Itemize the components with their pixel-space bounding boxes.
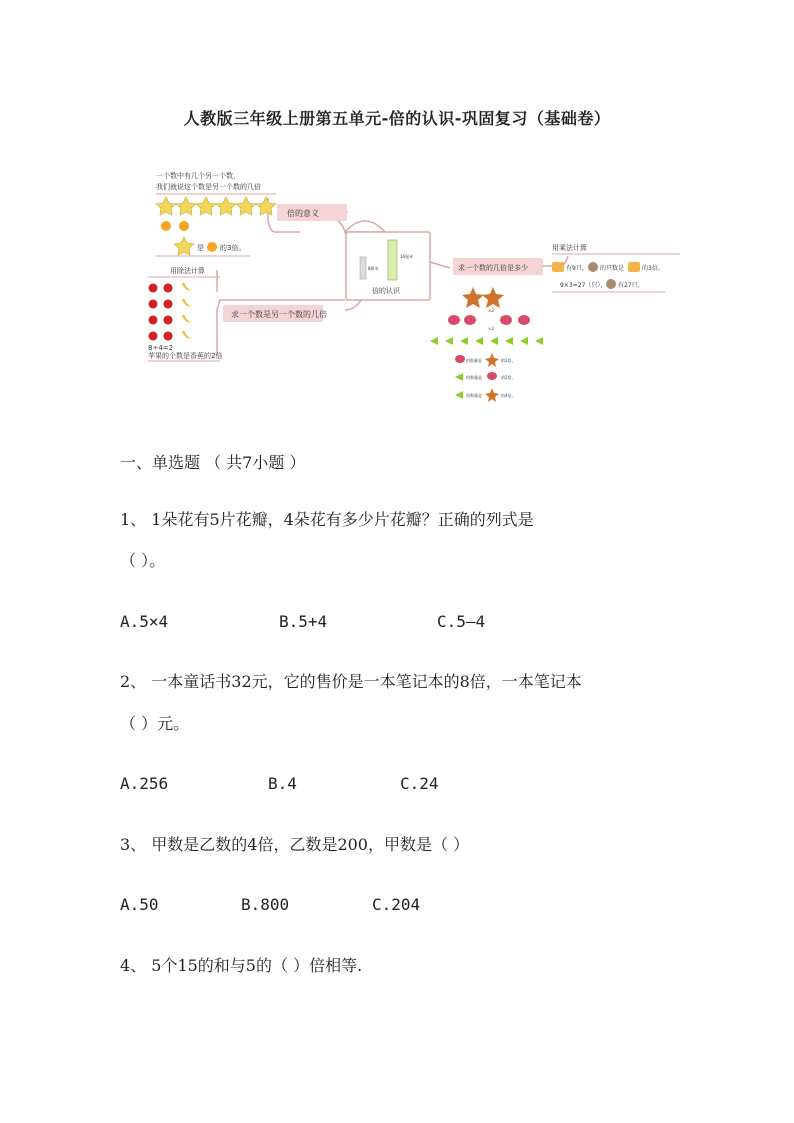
multiply-line-1a: 有9只，	[566, 265, 588, 272]
fish-icons	[430, 337, 543, 345]
sun-icon	[207, 242, 217, 252]
question-2-blank: （ ）元。	[120, 714, 190, 733]
center-label: 倍的认识	[372, 287, 400, 295]
q1-option-c[interactable]: C.5—4	[437, 612, 486, 631]
q1-option-b[interactable]: B.5+4	[279, 612, 328, 631]
q3-option-a[interactable]: A.50	[120, 895, 159, 914]
branch-times-label: 求一个数是另一个数的几倍	[231, 310, 327, 319]
mult-mark: ×2	[488, 326, 494, 331]
small-bar-label: 8厘米	[368, 266, 379, 271]
turtle-icon	[455, 355, 465, 363]
question-3-stem: 3、 甲数是乙数的4倍，乙数是200，甲数是（ ）	[120, 835, 470, 854]
section-heading: 一、单选题 （ 共7小题 ）	[120, 453, 306, 472]
multiply-equation: 9×3=27（只），	[560, 282, 607, 289]
big-bar-label: 16厘米	[400, 254, 414, 259]
multiply-line-1b: 的只数是	[600, 265, 625, 272]
division-equation: 8÷4=2	[148, 344, 174, 352]
q2-option-a[interactable]: A.256	[120, 774, 169, 793]
mind-map	[120, 160, 690, 410]
star-row-icons	[156, 197, 276, 215]
division-conclusion: 苹果的个数是香蕉的2倍	[148, 352, 223, 360]
sun-icons	[161, 221, 189, 231]
starfish-icon	[485, 353, 499, 367]
row-b: 的数量是	[466, 375, 482, 380]
q1-option-a[interactable]: A.5×4	[120, 612, 169, 631]
connector	[345, 221, 385, 232]
monkey-icon	[588, 262, 598, 272]
fish-icon	[455, 373, 463, 381]
tiger-icon	[628, 262, 640, 272]
small-bar	[360, 257, 366, 279]
multiply-line-2: 有27只。	[618, 282, 644, 289]
mult-mark: ×2	[488, 308, 494, 313]
question-2-stem: 2、 一本童话书32元，它的售价是一本笔记本的8倍，一本笔记本	[120, 672, 582, 691]
tiger-icon	[552, 262, 564, 272]
row-c-end: 的4倍。	[501, 393, 516, 398]
branch-multiply-label: 求一个数的几倍是多少	[458, 264, 528, 272]
row-b-end: 的2倍，	[501, 375, 516, 380]
row-a: 的数量是	[466, 358, 482, 363]
row-c: 的数量是	[466, 393, 482, 398]
big-bar	[388, 240, 397, 280]
starfish-icon	[485, 388, 499, 402]
question-1-stem: 1、 1朵花有5片花瓣，4朵花有多少片花瓣？正确的列式是	[120, 510, 534, 529]
turtle-icon	[487, 372, 497, 380]
star-icon	[174, 237, 194, 255]
apple-icons	[149, 284, 173, 341]
turtle-icons	[448, 315, 530, 325]
multiply-method: 用乘法计算	[552, 244, 587, 252]
q2-option-c[interactable]: C.24	[400, 774, 439, 793]
row-a-end: 的2倍，	[501, 358, 516, 363]
meaning-note-2: 我们就说这个数是另一个数的几倍	[156, 183, 261, 191]
q2-option-b[interactable]: B.4	[268, 774, 297, 793]
division-method: 用除法计算	[170, 267, 205, 275]
star-line-b: 的3倍。	[220, 244, 246, 252]
question-1-blank: （ ）。	[120, 551, 166, 570]
banana-icons	[182, 282, 192, 338]
question-4-stem: 4、 5个15的和与5的（ ）倍相等.	[120, 956, 363, 975]
page-title: 人教版三年级上册第五单元-倍的认识-巩固复习（基础卷）	[183, 109, 611, 128]
multiply-line-1c: 的3倍。	[642, 265, 664, 272]
fish-icon	[455, 391, 463, 399]
q3-option-b[interactable]: B.800	[241, 895, 290, 914]
branch-meaning-label: 倍的意义	[287, 209, 319, 218]
starfish-icons	[462, 287, 504, 308]
monkey-icon	[606, 279, 616, 289]
star-line-a: 是	[197, 244, 204, 252]
meaning-note-1: 一个数中有几个另一个数，	[156, 172, 240, 180]
q3-option-c[interactable]: C.204	[372, 895, 421, 914]
